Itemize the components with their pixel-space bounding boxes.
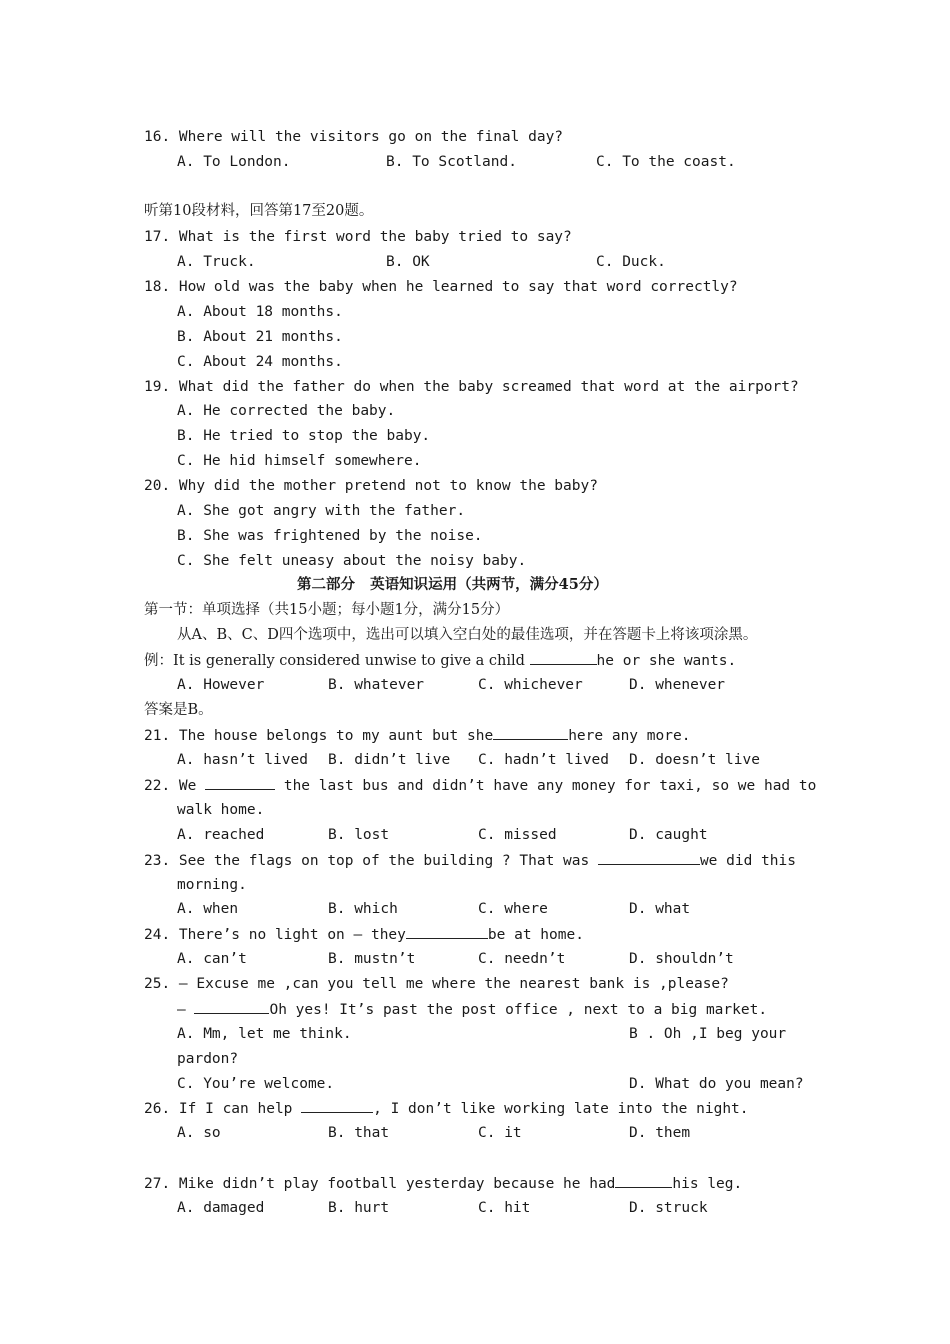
q24-option-a: A. can’t [177, 951, 247, 967]
q21-stem [144, 725, 690, 746]
q20-stem: 20. Why did the mother pretend not to know the baby? [144, 478, 598, 494]
q17-option-b: B. OK [386, 254, 430, 270]
example-stem [144, 650, 736, 671]
q22-stem-pre: 22. We [144, 778, 206, 794]
q26-option-c: C. it [478, 1125, 522, 1141]
q21-stem-post: here any more. [568, 728, 691, 744]
q26-stem-pre: 26. If I can help [144, 1101, 302, 1117]
q16-option-b: B. To Scotland. [386, 154, 517, 170]
q26-stem [144, 1098, 749, 1119]
example-option-b: B. whatever [328, 677, 425, 693]
q17-option-c: C. Duck. [596, 254, 666, 270]
q18-stem: 18. How old was the baby when he learned to say that word correctly? [144, 279, 738, 295]
q26-option-d: D. them [629, 1125, 691, 1141]
q22-option-d: D. caught [629, 827, 708, 843]
example-option-c: C. whichever [478, 677, 583, 693]
section1-title: 第一节：单项选择（共15小题；每小题1分，满分15分） [144, 602, 510, 618]
q21-option-d: D. doesn’t live [629, 752, 760, 768]
q24-option-c: C. needn’t [478, 951, 566, 967]
q18-option-b: B. About 21 months. [177, 329, 343, 345]
q18-option-c: C. About 24 months. [177, 354, 343, 370]
q17-stem: 17. What is the first word the baby tried to say? [144, 229, 572, 245]
q24-option-b: B. mustn’t [328, 951, 416, 967]
example-option-d: D. whenever [629, 677, 726, 693]
part2-title: 第二部分 英语知识运用（共两节，满分45分） [297, 576, 608, 593]
q26-option-b: B. that [328, 1125, 390, 1141]
q22-stem-mid: the last bus and didn’t have any money for taxi, so we had to [275, 778, 817, 794]
q27-option-c: C. hit [478, 1200, 531, 1216]
q25-option-b-cont: pardon? [177, 1051, 239, 1067]
example-stem-post: he or she wants. [596, 653, 737, 669]
q27-stem-pre: 27. Mike didn’t play football yesterday because he had [144, 1176, 616, 1192]
q27-option-b: B. hurt [328, 1200, 390, 1216]
q26-option-a: A. so [177, 1125, 221, 1141]
q23-blank [598, 850, 700, 865]
section10-intro: 听第10段材料，回答第17至20题。 [144, 203, 374, 219]
q20-option-c: C. She felt uneasy about the noisy baby. [177, 553, 527, 569]
q16-option-c: C. To the coast. [596, 154, 736, 170]
q25-option-b: B . Oh ,I beg your [629, 1026, 787, 1042]
q25-response-post: Oh yes! It’s past the post office , next to a big market. [269, 1002, 768, 1018]
q23-option-d: D. what [629, 901, 691, 917]
example-option-a: A. However [177, 677, 265, 693]
section1-instructions: 从A、B、C、D四个选项中，选出可以填入空白处的最佳选项，并在答题卡上将该项涂黑。 [177, 627, 758, 643]
q16-option-a: A. To London. [177, 154, 291, 170]
q22-option-a: A. reached [177, 827, 265, 843]
q19-option-b: B. He tried to stop the baby. [177, 428, 431, 444]
q22-option-b: B. lost [328, 827, 390, 843]
q27-blank [615, 1173, 672, 1188]
q25-option-a: A. Mm, let me think. [177, 1026, 352, 1042]
q25-response [177, 999, 767, 1020]
q22-blank [205, 775, 275, 790]
q23-option-b: B. which [328, 901, 398, 917]
q23-option-c: C. where [478, 901, 548, 917]
q20-option-b: B. She was frightened by the noise. [177, 528, 483, 544]
q25-option-c: C. You’re welcome. [177, 1076, 335, 1092]
q17-option-a: A. Truck. [177, 254, 256, 270]
example-stem-pre: 例：It is generally considered unwise to give a child [144, 653, 530, 669]
q21-option-b: B. didn’t live [328, 752, 451, 768]
q16-stem: 16. Where will the visitors go on the final day? [144, 129, 564, 145]
q19-stem: 19. What did the father do when the baby screamed that word at the airport? [144, 379, 799, 395]
q24-stem-pre: 24. There’s no light on — they [144, 927, 406, 943]
q22-stem [144, 775, 816, 796]
q21-option-a: A. hasn’t lived [177, 752, 308, 768]
q19-option-a: A. He corrected the baby. [177, 403, 396, 419]
q24-option-d: D. shouldn’t [629, 951, 734, 967]
q25-blank [194, 999, 269, 1014]
q27-stem-post: his leg. [672, 1176, 743, 1192]
q21-stem-pre: 21. The house belongs to my aunt but she [144, 728, 494, 744]
q19-option-c: C. He hid himself somewhere. [177, 453, 422, 469]
q24-blank [406, 924, 488, 939]
q25-stem: 25. — Excuse me ,can you tell me where the nearest bank is ,please? [144, 976, 729, 992]
q23-stem-cont: morning. [177, 877, 247, 893]
q21-option-c: C. hadn’t lived [478, 752, 609, 768]
q23-option-a: A. when [177, 901, 239, 917]
q24-stem-post: be at home. [487, 927, 584, 943]
q27-stem [144, 1173, 742, 1194]
q23-stem [144, 850, 796, 871]
q18-option-a: A. About 18 months. [177, 304, 343, 320]
q23-stem-pre: 23. See the flags on top of the building ? That was [144, 853, 598, 869]
q27-option-a: A. damaged [177, 1200, 265, 1216]
q25-option-d: D. What do you mean? [629, 1076, 804, 1092]
q24-stem [144, 924, 584, 945]
q22-stem-cont: walk home. [177, 802, 265, 818]
q26-blank [301, 1098, 373, 1113]
q27-option-d: D. struck [629, 1200, 708, 1216]
q23-stem-post: we did this [699, 853, 796, 869]
q26-stem-post: , I don’t like working late into the night. [373, 1101, 749, 1117]
q21-blank [493, 725, 568, 740]
example-answer: 答案是B。 [144, 702, 213, 718]
q20-option-a: A. She got angry with the father. [177, 503, 466, 519]
example-blank [530, 650, 597, 665]
q22-option-c: C. missed [478, 827, 557, 843]
q25-response-pre: — [177, 1002, 195, 1018]
